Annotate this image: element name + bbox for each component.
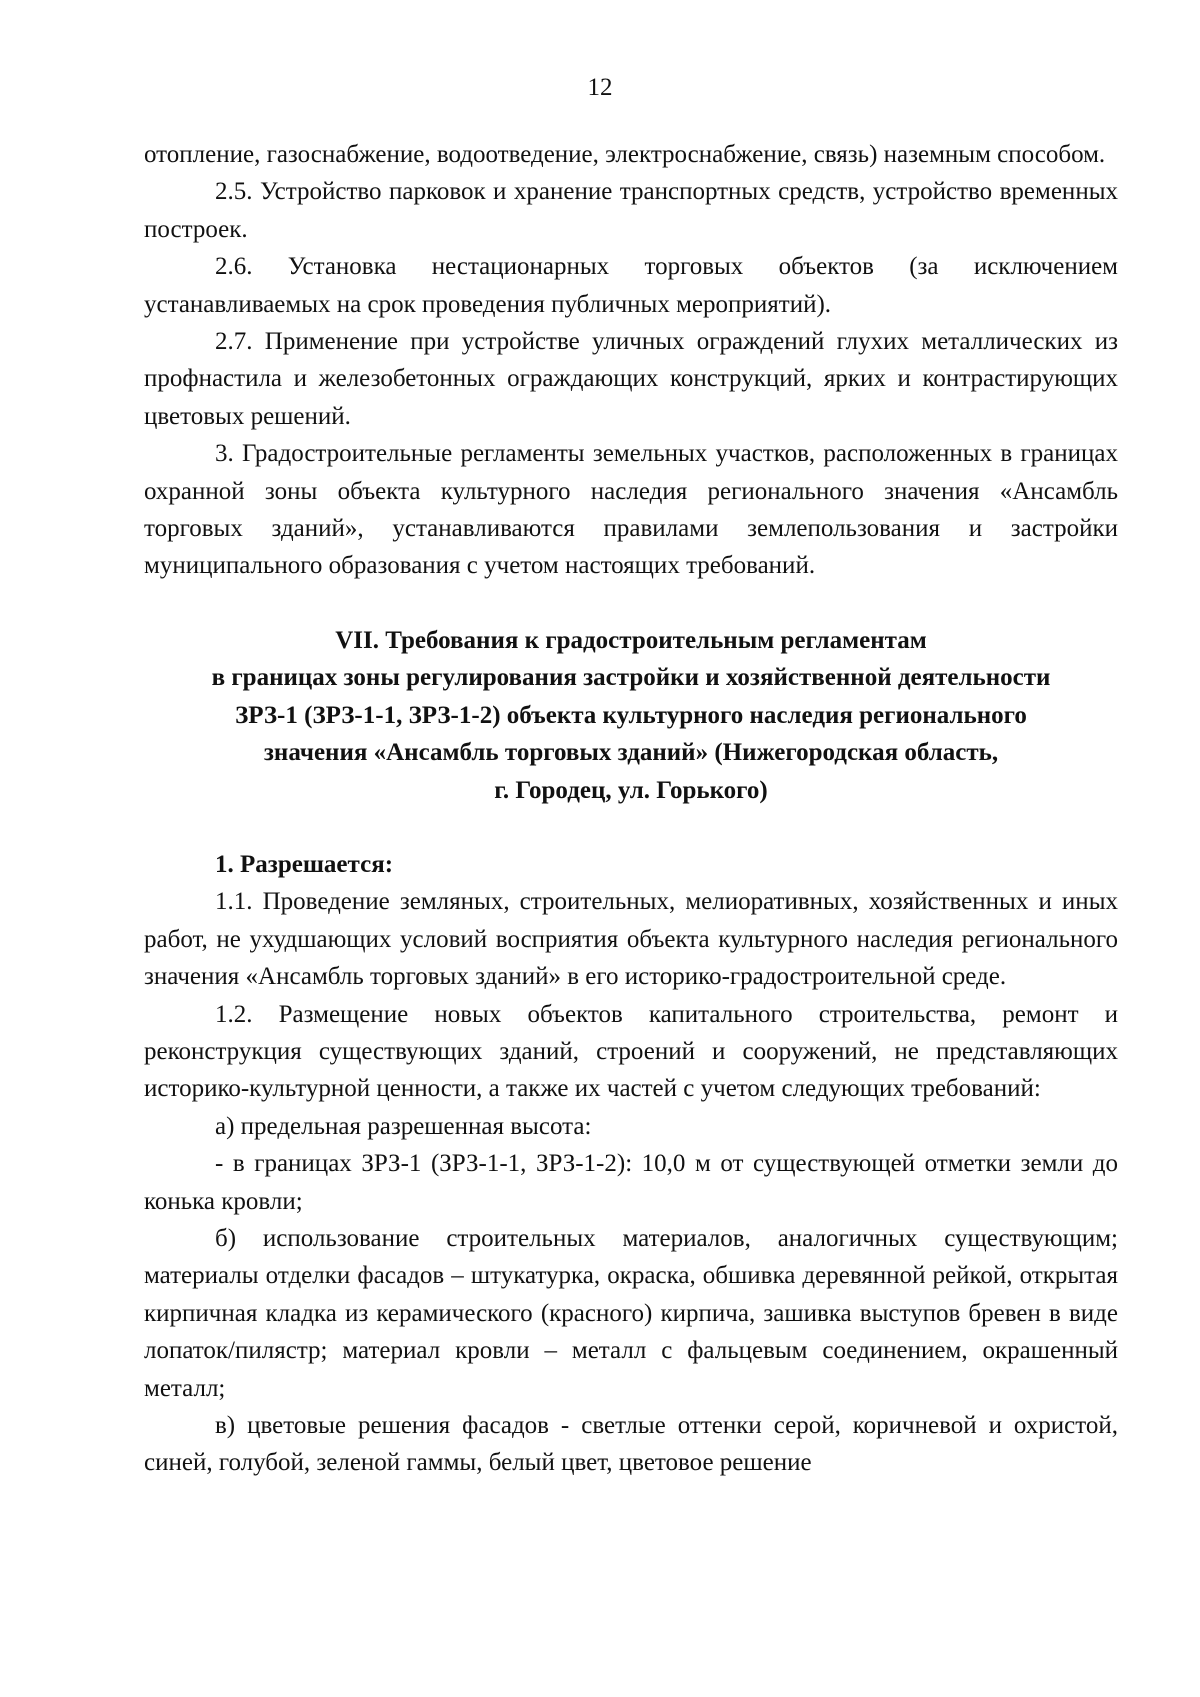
paragraph: отопление, газоснабжение, водоотведение, электроснабжение, связь) наземным способом. — [144, 141, 1106, 168]
paragraph: 1.2. Размещение новых объектов капитального строительства, ремонт и реконструкция существующих зданий, строений и сооружений, не представляющих историко-культурной ценности, а также их частей с учетом следующих требований: — [144, 1000, 1118, 1103]
paragraph: 2.5. Устройство парковок и хранение транспортных средств, устройство временных построек. — [144, 178, 1118, 243]
section-heading-line: г. Городец, ул. Горького) — [494, 776, 768, 804]
paragraph: 3. Градостроительные регламенты земельных участков, расположенных в границах охранной зоны объекта культурного наследия регионального значения «Ансамбль торговых зданий», устанавливаются правилами землепользования и застройки муниципального образования с учетом настоящих требований. — [144, 440, 1118, 580]
page-number: 12 — [587, 74, 613, 101]
paragraph: а) предельная разрешенная высота: — [215, 1112, 592, 1140]
paragraph: 2.6. Установка нестационарных торговых объектов (за исключением устанавливаемых на срок проведения публичных мероприятий). — [144, 253, 1118, 318]
section-heading-line: ЗРЗ-1 (ЗРЗ-1-1, ЗРЗ-1-2) объекта культурного наследия регионального — [235, 701, 1027, 729]
paragraph: в) цветовые решения фасадов - светлые оттенки серой, коричневой и охристой, синей, голубой, зеленой гаммы, белый цвет, цветовое решение — [144, 1412, 1118, 1477]
section-heading-line: в границах зоны регулирования застройки и хозяйственной деятельности — [211, 664, 1051, 692]
subheading: 1. Разрешается: — [215, 850, 394, 878]
section-heading-line: VII. Требования к градостроительным регламентам — [335, 626, 927, 654]
paragraph: - в границах ЗРЗ-1 (ЗРЗ-1-1, ЗРЗ-1-2): 10,0 м от существующей отметки земли до конька кровли; — [144, 1150, 1118, 1215]
section-heading-line: значения «Ансамбль торговых зданий» (Нижегородская область, — [263, 739, 999, 767]
paragraph: 1.1. Проведение земляных, строительных, мелиоративных, хозяйственных и иных работ, не ухудшающих условий восприятия объекта культурного наследия регионального значения «Ансамбль торговых зданий» в его историко-градостроительной среде. — [144, 888, 1118, 991]
section-heading — [144, 622, 1118, 809]
document-body — [144, 136, 1118, 1482]
paragraph: 2.7. Применение при устройстве уличных ограждений глухих металлических из профнастила и железобетонных ограждающих конструкций, ярких и контрастирующих цветовых решений. — [144, 328, 1118, 430]
paragraph: б) использование строительных материалов, аналогичных существующим; материалы отделки фасадов – штукатурка, окраска, обшивка деревянной рейкой, открытая кирпичная кладка из керамического (красного) кирпича, зашивка выступов бревен в виде лопаток/пилястр; материал кровли – металл с фальцевым соединением, окрашенный металл; — [144, 1224, 1118, 1402]
